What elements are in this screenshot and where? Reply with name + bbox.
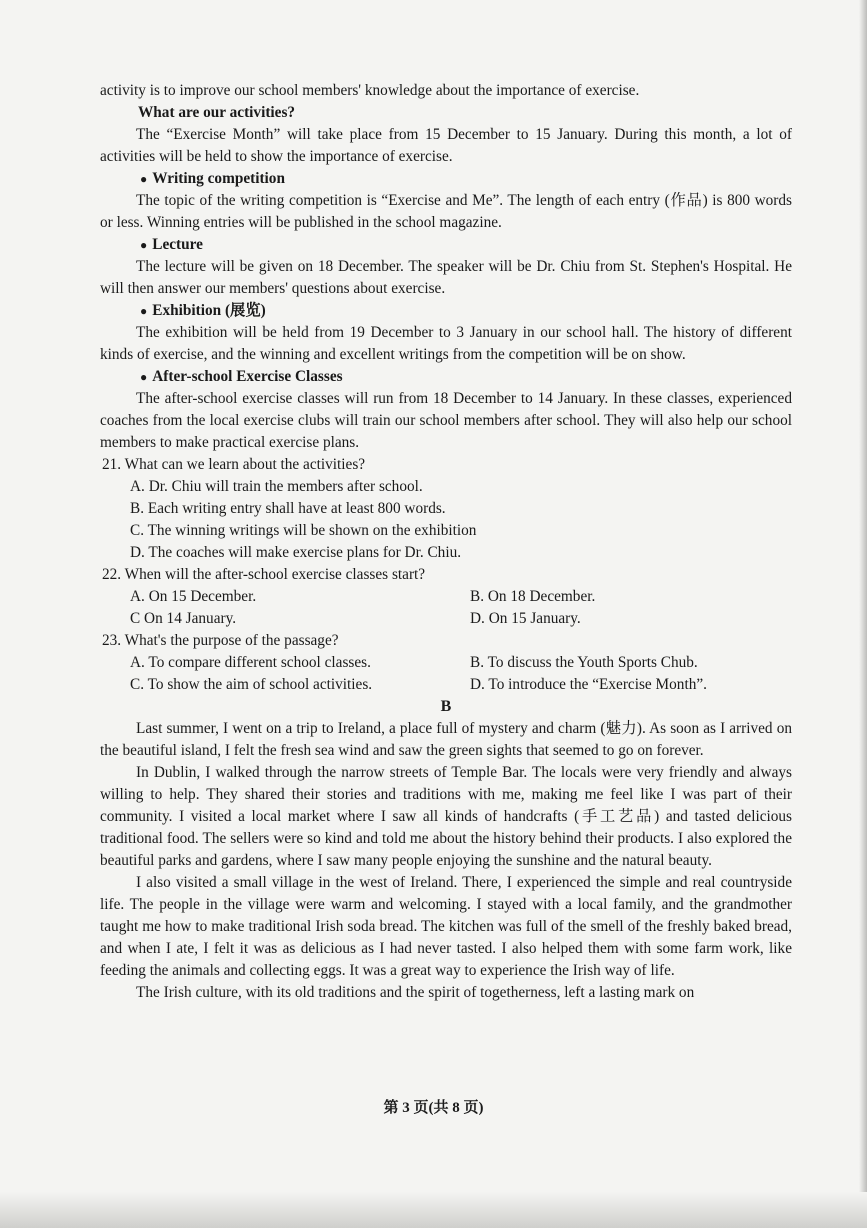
q21-option-d: D. The coaches will make exercise plans for Dr. Chiu. [130,544,462,561]
q23-options-row-1 [100,652,792,674]
passage-b-paragraph-3: I also visited a small village in the west of Ireland. There, I experienced the simple and real countryside life. The people in the village were warm and welcoming. I stayed with a local family, and the grandmother taught me how to make traditional Irish soda bread. The kitchen was full of the smell of the freshly baked bread, and when I ate, I felt it was as delicious as I had never tasted. I also helped them with some farm work, like feeding the animals and collecting eggs. It was a great way to experience the Irish way of life. [100,874,792,979]
bullet-dot-icon: ● [140,304,148,318]
page-content [100,80,792,1004]
writing-heading-text: Writing competition [152,170,285,187]
q22-option-d: D. On 15 January. [470,610,581,627]
passage-b-paragraph-1: Last summer, I went on a trip to Ireland, a place full of mystery and charm (魅力). As soon as I arrived on the beautiful island, I felt the fresh sea wind and saw the green sights that seemed to go on forever. [100,720,792,759]
q22-option-a: A. On 15 December. [130,588,257,605]
q23-options-row-2 [100,674,792,696]
exhibition-heading [100,300,792,322]
classes-heading-text: After-school Exercise Classes [152,368,343,385]
q22-options-row-1 [100,586,792,608]
activities-body: The “Exercise Month” will take place from 15 December to 15 January. During this month, a lot of activities will be held to show the importance of exercise. [100,126,792,165]
activities-heading: What are our activities? [138,104,296,121]
scan-edge-shadow [859,0,867,1228]
lecture-heading [100,234,792,256]
q23-option-a: A. To compare different school classes. [130,654,371,671]
q23-option-c: C. To show the aim of school activities. [130,676,373,693]
lecture-heading-text: Lecture [152,236,203,253]
lecture-body: The lecture will be given on 18 December. The speaker will be Dr. Chiu from St. Stephen's Hospital. He will then answer our members' questions about exercise. [100,258,792,297]
q23-option-d: D. To introduce the “Exercise Month”. [470,676,707,693]
page-number-footer: 第 3 页(共 8 页) [383,1100,484,1116]
writing-heading [100,168,792,190]
q22-options-row-2 [100,608,792,630]
passage-b-paragraph-4: The Irish culture, with its old traditions and the spirit of togetherness, left a lasting mark on [136,984,695,1001]
question-23: 23. What's the purpose of the passage? [102,632,339,649]
question-22: 22. When will the after-school exercise classes start? [102,566,426,583]
exhibition-heading-text: Exhibition (展览) [152,302,266,319]
bullet-dot-icon: ● [140,370,148,384]
q22-option-c: C On 14 January. [130,610,237,627]
q21-option-a: A. Dr. Chiu will train the members after school. [130,478,423,495]
classes-body: The after-school exercise classes will run from 18 December to 14 January. In these classes, experienced coaches from the local exercise clubs will train our school members after school. They will also help our school members to make practical exercise plans. [100,390,792,451]
scan-bottom-shadow [0,1192,867,1228]
bullet-dot-icon: ● [140,238,148,252]
question-21: 21. What can we learn about the activities? [102,456,366,473]
q21-option-c: C. The winning writings will be shown on the exhibition [130,522,477,539]
q21-option-b: B. Each writing entry shall have at least 800 words. [130,500,446,517]
writing-body: The topic of the writing competition is “Exercise and Me”. The length of each entry (作品) is 800 words or less. Winning entries will be published in the school magazine. [100,192,792,231]
section-b-letter: B [440,698,452,715]
q22-option-b: B. On 18 December. [470,588,596,605]
intro-line: activity is to improve our school members' knowledge about the importance of exercise. [100,82,640,99]
classes-heading [100,366,792,388]
exhibition-body: The exhibition will be held from 19 December to 3 January in our school hall. The history of different kinds of exercise, and the winning and excellent writings from the competition will be on show. [100,324,792,363]
bullet-dot-icon: ● [140,172,148,186]
passage-b-paragraph-2: In Dublin, I walked through the narrow streets of Temple Bar. The locals were very friendly and always willing to help. They shared their stories and traditions with me, making me feel like I was part of their community. I visited a local market where I saw all kinds of handcrafts (手工艺品) and tasted delicious traditional food. The sellers were so kind and told me about the history behind their products. I also explored the beautiful parks and gardens, where I saw many people enjoying the sunshine and the natural beauty. [100,764,792,869]
q23-option-b: B. To discuss the Youth Sports Chub. [470,654,698,671]
